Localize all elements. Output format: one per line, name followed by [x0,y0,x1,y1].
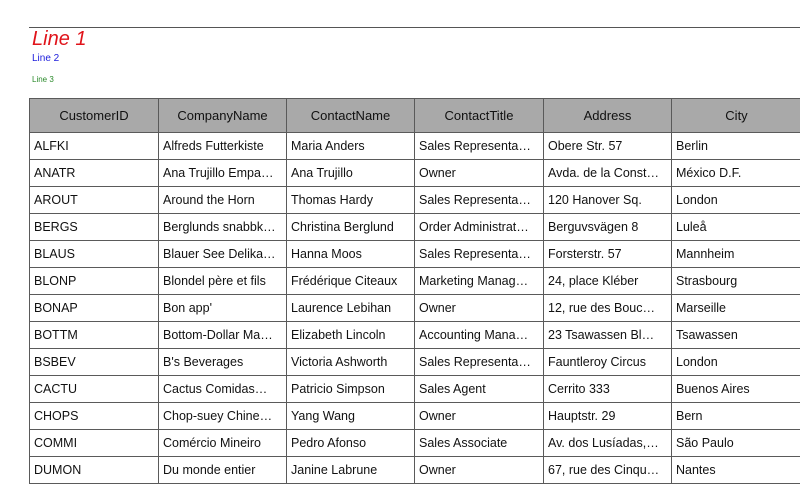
company-name-cell: Bon app' [159,295,287,322]
address-cell: Av. dos Lusíadas,… [544,430,672,457]
company-name-cell: Bottom-Dollar Ma… [159,322,287,349]
company-name-cell: Blondel père et fils [159,268,287,295]
column-header-address: Address [544,99,672,133]
company-name-cell: Du monde entier [159,457,287,484]
city-cell: Bern [672,403,800,430]
customer-id-cell: BLAUS [30,241,159,268]
contact-title-cell: Owner [415,160,544,187]
address-cell: Hauptstr. 29 [544,403,672,430]
address-cell: 67, rue des Cinqu… [544,457,672,484]
table-row[interactable] [30,457,800,484]
contact-title-cell: Owner [415,295,544,322]
table-row[interactable] [30,214,800,241]
city-cell: Berlin [672,133,800,160]
column-header-customerid: CustomerID [30,99,159,133]
contact-name-cell: Elizabeth Lincoln [287,322,415,349]
customer-id-cell: CHOPS [30,403,159,430]
contact-name-cell: Hanna Moos [287,241,415,268]
company-name-cell: Berglunds snabbk… [159,214,287,241]
contact-title-cell: Sales Associate [415,430,544,457]
city-cell: Marseille [672,295,800,322]
company-name-cell: Comércio Mineiro [159,430,287,457]
contact-name-cell: Victoria Ashworth [287,349,415,376]
contact-name-cell: Yang Wang [287,403,415,430]
table-row[interactable] [30,376,800,403]
company-name-cell: Chop-suey Chine… [159,403,287,430]
city-cell: London [672,349,800,376]
customer-id-cell: CACTU [30,376,159,403]
contact-title-cell: Sales Representa… [415,187,544,214]
contact-title-cell: Marketing Manag… [415,268,544,295]
city-cell: São Paulo [672,430,800,457]
contact-title-cell: Sales Representa… [415,133,544,160]
company-name-cell: Alfreds Futterkiste [159,133,287,160]
customer-id-cell: BLONP [30,268,159,295]
address-cell: Berguvsvägen 8 [544,214,672,241]
address-cell: 23 Tsawassen Bl… [544,322,672,349]
contact-title-cell: Owner [415,403,544,430]
address-cell: Forsterstr. 57 [544,241,672,268]
header-row [30,99,800,133]
customer-id-cell: BSBEV [30,349,159,376]
contact-name-cell: Thomas Hardy [287,187,415,214]
table-row[interactable] [30,403,800,430]
customer-id-cell: BOTTM [30,322,159,349]
city-cell: Mannheim [672,241,800,268]
company-name-cell: Blauer See Delika… [159,241,287,268]
address-cell: 12, rue des Bouc… [544,295,672,322]
table-row[interactable] [30,187,800,214]
table-row[interactable] [30,268,800,295]
table-row[interactable] [30,295,800,322]
city-cell: Strasbourg [672,268,800,295]
contact-title-cell: Sales Representa… [415,349,544,376]
top-rule [29,27,800,28]
contact-name-cell: Maria Anders [287,133,415,160]
contact-name-cell: Christina Berglund [287,214,415,241]
company-name-cell: B's Beverages [159,349,287,376]
city-cell: México D.F. [672,160,800,187]
customer-id-cell: AROUT [30,187,159,214]
contact-title-cell: Sales Agent [415,376,544,403]
contact-name-cell: Laurence Lebihan [287,295,415,322]
address-cell: Obere Str. 57 [544,133,672,160]
contact-name-cell: Pedro Afonso [287,430,415,457]
column-header-contacttitle: ContactTitle [415,99,544,133]
company-name-cell: Around the Horn [159,187,287,214]
city-cell: Buenos Aires [672,376,800,403]
contact-title-cell: Owner [415,457,544,484]
column-header-city: City [672,99,800,133]
contact-name-cell: Ana Trujillo [287,160,415,187]
city-cell: Tsawassen [672,322,800,349]
report-line-2: Line 2 [32,53,60,64]
customer-id-cell: BONAP [30,295,159,322]
column-header-contactname: ContactName [287,99,415,133]
city-cell: London [672,187,800,214]
table-row[interactable] [30,322,800,349]
city-cell: Nantes [672,457,800,484]
customer-id-cell: DUMON [30,457,159,484]
table-row[interactable] [30,349,800,376]
table-row[interactable] [30,133,800,160]
table-row[interactable] [30,430,800,457]
table-body [30,133,800,484]
column-header-companyname: CompanyName [159,99,287,133]
contact-name-cell: Janine Labrune [287,457,415,484]
customers-table [29,98,800,484]
address-cell: Avda. de la Const… [544,160,672,187]
customer-id-cell: BERGS [30,214,159,241]
contact-name-cell: Frédérique Citeaux [287,268,415,295]
city-cell: Luleå [672,214,800,241]
report-line-1: Line 1 [32,28,87,50]
contact-name-cell: Patricio Simpson [287,376,415,403]
customer-id-cell: COMMI [30,430,159,457]
contact-title-cell: Order Administrat… [415,214,544,241]
contact-title-cell: Sales Representa… [415,241,544,268]
contact-title-cell: Accounting Mana… [415,322,544,349]
address-cell: 120 Hanover Sq. [544,187,672,214]
address-cell: 24, place Kléber [544,268,672,295]
table-row[interactable] [30,160,800,187]
company-name-cell: Cactus Comidas… [159,376,287,403]
report-line-3: Line 3 [32,75,54,84]
address-cell: Cerrito 333 [544,376,672,403]
customer-id-cell: ANATR [30,160,159,187]
customer-id-cell: ALFKI [30,133,159,160]
company-name-cell: Ana Trujillo Empa… [159,160,287,187]
address-cell: Fauntleroy Circus [544,349,672,376]
table-row[interactable] [30,241,800,268]
